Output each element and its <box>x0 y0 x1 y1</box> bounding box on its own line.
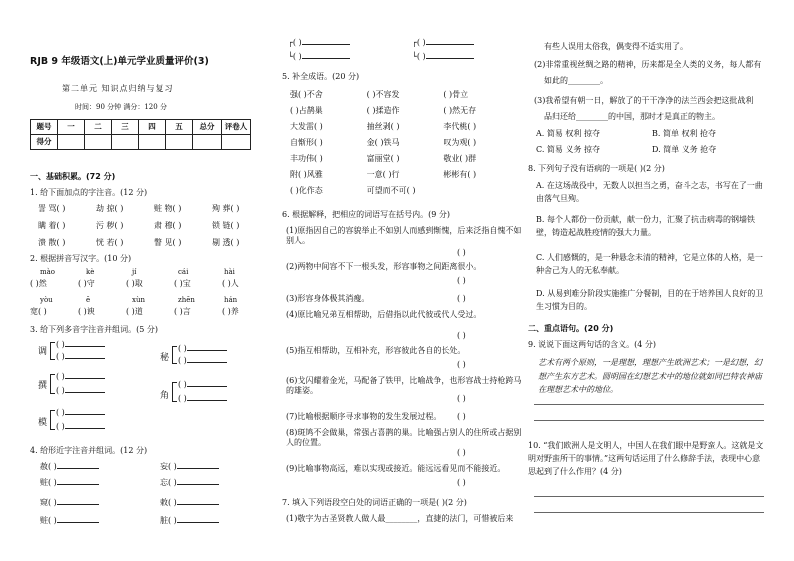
score-input-cell[interactable] <box>85 135 112 150</box>
idiom-blank[interactable]: ( )然无存 <box>443 106 477 115</box>
polyphone-blank[interactable]: ( ) <box>178 380 227 390</box>
q4-char-11[interactable]: ┌( ) <box>412 38 474 48</box>
score-input-cell[interactable] <box>58 135 85 150</box>
idiom-blank[interactable]: 可望而不可( ) <box>366 186 416 195</box>
answer-line[interactable] <box>534 496 764 497</box>
q8-option-c[interactable]: C. 人们感慨的，是一种悬念未清的精神，它是立体的人格，是一种舍己为人的无私奉献。 <box>536 253 763 275</box>
idiom-blank[interactable]: 金( )铁马 <box>366 138 400 147</box>
idiom-blank[interactable]: 强( )不舍 <box>290 90 323 99</box>
q2-blank[interactable]: ( )然 <box>30 279 47 288</box>
answer-parens[interactable]: ( ) <box>457 448 466 457</box>
q6-item: (8)斑鸠不会做巢，常强占喜鹊的巢。比喻强占别人的住所或占据别人的位置。 <box>286 428 522 447</box>
q9-quote: 艺术有两个原则，一是理想，理想产生欧洲艺术；一是幻想，幻想产生东方艺术。圆明园在幻想艺术中的地位就如同巴特农神庙在理想艺术中的地位。 <box>538 358 762 395</box>
q2-row-2 <box>30 307 270 317</box>
score-cell: 五 <box>166 120 193 135</box>
similar-char: 忘 <box>160 478 168 487</box>
q4-char-5[interactable]: 妄( ) <box>160 462 219 472</box>
q4-char-6[interactable]: 忘( ) <box>160 478 219 488</box>
q4-char-10[interactable]: └( ) <box>288 52 350 62</box>
q1-item[interactable]: 瞒 着( ) <box>38 221 66 230</box>
score-input-cell[interactable] <box>112 135 139 150</box>
q3-title: 3. 给下列多音字注音并组词。(5 分) <box>30 325 159 334</box>
polyphone-char: 调 <box>38 347 48 357</box>
pinyin-label: hán <box>224 296 238 304</box>
score-cell: 总分 <box>193 120 222 135</box>
pinyin-label: cái <box>178 268 189 276</box>
polyphone-blank[interactable]: ( ) <box>56 352 105 362</box>
answer-parens[interactable]: ( ) <box>457 248 466 257</box>
column-1 <box>30 0 270 561</box>
score-cell: 一 <box>58 120 85 135</box>
polyphone-blank[interactable]: ( ) <box>56 372 105 382</box>
answer-line[interactable] <box>534 420 764 421</box>
q7-passage-line: 如此的________。 <box>544 76 608 85</box>
similar-char: 赦 <box>40 462 48 471</box>
brace <box>50 374 55 394</box>
q2-blank[interactable]: ( )人 <box>222 279 239 288</box>
q6-item: (3)形容身体极其消瘦。 <box>286 294 370 303</box>
section-1-heading: 一、基础积累。(72 分) <box>30 172 116 181</box>
idiom-blank[interactable]: ( )化作态 <box>290 186 323 195</box>
q1-item[interactable]: 溃 散( ) <box>38 238 66 247</box>
q6-item: (7)比喻根据顺序寻求事物的发生发展过程。 <box>286 412 442 421</box>
similar-char: 窥 <box>40 498 48 507</box>
q4-char-8[interactable]: 脏( ) <box>160 516 219 526</box>
q1-item[interactable]: 詈 骂( ) <box>38 204 66 213</box>
q1-title: 1. 给下面加点的字注音。(12 分) <box>30 188 148 197</box>
q4-char-4[interactable]: 赃( ) <box>40 516 99 526</box>
answer-parens[interactable]: ( ) <box>457 394 466 403</box>
score-input-cell[interactable] <box>222 135 251 150</box>
q2-blank[interactable]: ( )谀 <box>78 307 95 316</box>
q1-item[interactable]: 恍 若( ) <box>96 238 124 247</box>
q9-title: 9. 说说下面这两句话的含义。(4 分) <box>528 340 657 349</box>
brace <box>50 342 55 360</box>
q6-item: (4)原比喻兄弟互相帮助，后借指以此代彼或代人受过。 <box>286 310 482 319</box>
q1-item[interactable]: 劫 掠( ) <box>96 204 124 213</box>
q6-item: (9)比喻事物高远，难以实现或接近。能远远看见而不能接近。 <box>286 464 506 473</box>
pinyin-label: mào <box>40 268 56 276</box>
idiom-blank[interactable]: 富丽堂( ) <box>366 154 400 163</box>
q8-title: 8. 下列句子没有语病的一项是( )(2 分) <box>528 164 665 173</box>
polyphone-blank[interactable]: ( ) <box>56 340 105 350</box>
q4-char-7[interactable]: 敕( ) <box>160 498 219 508</box>
score-cell: 四 <box>139 120 166 135</box>
idiom-blank[interactable]: ( )不容发 <box>366 90 400 99</box>
similar-char: 妄 <box>160 462 168 471</box>
pinyin-label: kè <box>86 268 95 276</box>
q1-item[interactable]: 剔 透( ) <box>212 238 240 247</box>
q8-option-d[interactable]: D. 从易到难分阶段实施推广分餐制，目的在于培养国人良好的卫生习惯为目的。 <box>536 289 764 311</box>
q2-blank[interactable]: ( )道 <box>126 307 143 316</box>
score-input-cell[interactable] <box>193 135 222 150</box>
polyphone-char: 秘 <box>160 353 170 363</box>
q5-title: 5. 补全成语。(20 分) <box>282 72 360 81</box>
q2-blank[interactable]: ( )宝 <box>174 279 191 288</box>
polyphone-blank[interactable]: ( ) <box>178 344 227 354</box>
pinyin-label: yòu <box>40 296 53 304</box>
answer-line[interactable] <box>534 512 764 513</box>
q2-blank[interactable]: ( )取 <box>126 279 143 288</box>
q2-blank[interactable]: ( )守 <box>78 279 95 288</box>
score-cell: 二 <box>85 120 112 135</box>
q6-item: (2)两物中间容不下一根头发，形容事物之间距离很小。 <box>286 262 482 271</box>
column-2 <box>282 0 522 561</box>
column-3 <box>528 0 776 561</box>
q2-row-1 <box>30 279 270 289</box>
brace <box>50 410 55 430</box>
pinyin-label: hài <box>224 268 235 276</box>
q6-item: (1)原指因自己的容貌举止不如别人而感到惭愧，后来泛指自愧不如别人。 <box>286 226 522 245</box>
answer-line[interactable] <box>534 404 764 405</box>
idiom-blank[interactable]: 李代桃( ) <box>443 122 477 131</box>
answer-parens[interactable]: ( ) <box>457 331 466 340</box>
q2-blank[interactable]: ( )养 <box>222 307 239 316</box>
polyphone-char: 撰 <box>38 381 48 391</box>
q4-char-3[interactable]: 窥( ) <box>40 498 99 508</box>
idiom-blank[interactable]: ( )占鹊巢 <box>290 106 323 115</box>
unit-subtitle: 第二单元 知识点归纳与复习 <box>62 84 174 93</box>
answer-parens[interactable]: ( ) <box>457 294 466 303</box>
score-input-cell[interactable] <box>139 135 166 150</box>
q1-item[interactable]: 赃 物( ) <box>154 204 182 213</box>
score-table <box>30 119 251 150</box>
idiom-blank[interactable]: 抽丝剥( ) <box>366 122 400 131</box>
q6-item: (6)戈闪耀着金光，马配备了铁甲，比喻战争，也形容战士持枪跨马的雄姿。 <box>286 376 522 395</box>
polyphone-blank[interactable]: ( ) <box>56 422 105 432</box>
polyphone-char: 模 <box>38 418 48 428</box>
q7-passage-line: 有些人误用太俗我，偶变得不适实用了。 <box>544 42 688 51</box>
score-table-score-row <box>31 135 251 150</box>
idiom-blank[interactable]: 一意( )行 <box>366 170 400 179</box>
score-cell: 得分 <box>31 135 58 150</box>
similar-char: 脏 <box>160 516 168 525</box>
q4-char-1[interactable]: 赦( ) <box>40 462 99 472</box>
q10-title: 10. “我们欧洲人是文明人，中国人在我们眼中是野蛮人。这就是文明对野蛮所干的事情。”这两句话运用了什么修辞手法，表现中心意思起到了什么作用？(4 分) <box>528 441 764 476</box>
idiom-blank[interactable]: ( )骨立 <box>443 90 469 99</box>
q5-grid <box>290 90 520 196</box>
pinyin-label: ē <box>86 296 91 304</box>
score-input-cell[interactable] <box>166 135 193 150</box>
q1-grid <box>38 204 270 248</box>
polyphone-blank[interactable]: ( ) <box>178 394 227 404</box>
brace <box>172 346 177 364</box>
q7-passage-line: (2)非常重视丝绸之路的精神，历来都是全人类的义务，每人都有 <box>534 60 762 69</box>
pinyin-label: jí <box>132 268 137 276</box>
q2-title: 2. 根据拼音写汉字。(10 分) <box>30 254 132 263</box>
q6-title: 6. 根据解释，把相应的词语写在括号内。(9 分) <box>282 210 451 219</box>
q2-blank[interactable]: ( )言 <box>174 307 191 316</box>
answer-parens[interactable]: ( ) <box>457 360 466 369</box>
idiom-blank[interactable]: 自惭形( ) <box>290 138 323 147</box>
q4-char-2[interactable]: 赃( ) <box>40 478 99 488</box>
q7-choice-a[interactable]: A. 简易 权利 掠夺 <box>536 129 600 138</box>
answer-parens[interactable]: ( ) <box>457 478 466 487</box>
q7-choice-d[interactable]: D. 简单 义务 抢夺 <box>652 145 717 154</box>
idiom-blank[interactable]: 大发雷( ) <box>290 122 323 131</box>
q1-item[interactable]: 殉 葬( ) <box>212 204 240 213</box>
q1-item[interactable]: 锁 链( ) <box>212 221 240 230</box>
polyphone-blank[interactable]: ( ) <box>56 408 105 418</box>
exam-meta: 时间：90 分钟 满分：120 分 <box>75 103 167 111</box>
q1-item[interactable]: 瞥 见( ) <box>154 238 182 247</box>
similar-char: 赃 <box>40 478 48 487</box>
q7-passage-line: 品归还给________的中国，那时才是真正的物主。 <box>544 112 720 121</box>
q7-passage-line: (3)我希望有朝一日，解放了的干干净净的法兰西会把这批战利 <box>534 96 754 105</box>
answer-parens[interactable]: ( ) <box>457 276 466 285</box>
q1-item[interactable]: 污 秽( ) <box>96 221 124 230</box>
q7-choice-b[interactable]: B. 简单 权利 抢夺 <box>652 129 717 138</box>
q7-title: 7. 填入下列语段空白处的词语正确的一项是( )(2 分) <box>282 498 467 507</box>
idiom-blank[interactable]: 敬业( )群 <box>443 154 477 163</box>
q8-option-b[interactable]: B. 每个人都份一份贡献，献一份力，汇聚了抗击病毒的钢墙铁壁，铸造起战胜疫情的强大力量。 <box>536 215 755 237</box>
idiom-blank[interactable]: 彬彬有( ) <box>443 170 477 179</box>
q2-pinyin-row-2 <box>40 296 270 305</box>
section-2-heading: 二、重点语句。(20 分) <box>528 324 614 333</box>
brace <box>172 382 177 402</box>
q7-choice-c[interactable]: C. 简易 义务 掠夺 <box>536 145 601 154</box>
polyphone-char: 角 <box>160 391 170 401</box>
q4-char-12[interactable]: └( ) <box>412 52 474 62</box>
q2-pinyin-row-1 <box>40 268 270 277</box>
polyphone-blank[interactable]: ( ) <box>178 356 227 366</box>
pinyin-label: zhēn <box>178 296 195 304</box>
q1-item[interactable]: 肃 穆( ) <box>154 221 182 230</box>
score-table-header-row <box>31 120 251 135</box>
similar-char: 敕 <box>160 498 168 507</box>
q2-blank[interactable]: 宽( ) <box>30 307 47 316</box>
answer-parens[interactable]: ( ) <box>457 412 466 421</box>
q4-title: 4. 给形近字注音并组词。(12 分) <box>30 446 148 455</box>
idiom-blank[interactable]: 附( )风雅 <box>290 170 323 179</box>
idiom-blank[interactable] <box>443 186 520 196</box>
score-cell: 三 <box>112 120 139 135</box>
q4-char-9[interactable]: ┌( ) <box>288 38 350 48</box>
score-cell: 题号 <box>31 120 58 135</box>
q8-option-a[interactable]: A. 在这场战役中，无数人以担当之勇，奋斗之志，书写在了一曲由落气旦殉。 <box>536 181 763 203</box>
q6-item: (5)指互相帮助，互相补充，形容彼此各自的长处。 <box>286 346 466 355</box>
idiom-blank[interactable]: 丰功伟( ) <box>290 154 323 163</box>
polyphone-blank[interactable]: ( ) <box>56 386 105 396</box>
similar-char: 赃 <box>40 516 48 525</box>
idiom-blank[interactable]: ( )揉造作 <box>366 106 400 115</box>
q7-text: (1)敬字为古圣贤教人做人最________，直捷的法门，可惜被后来 <box>286 514 514 523</box>
idiom-blank[interactable]: 叹为观( ) <box>443 138 477 147</box>
pinyin-label: xùn <box>132 296 145 304</box>
page-title: RJB 9 年级语文(上)单元学业质量评价(3) <box>30 56 209 67</box>
score-cell: 评卷人 <box>222 120 251 135</box>
